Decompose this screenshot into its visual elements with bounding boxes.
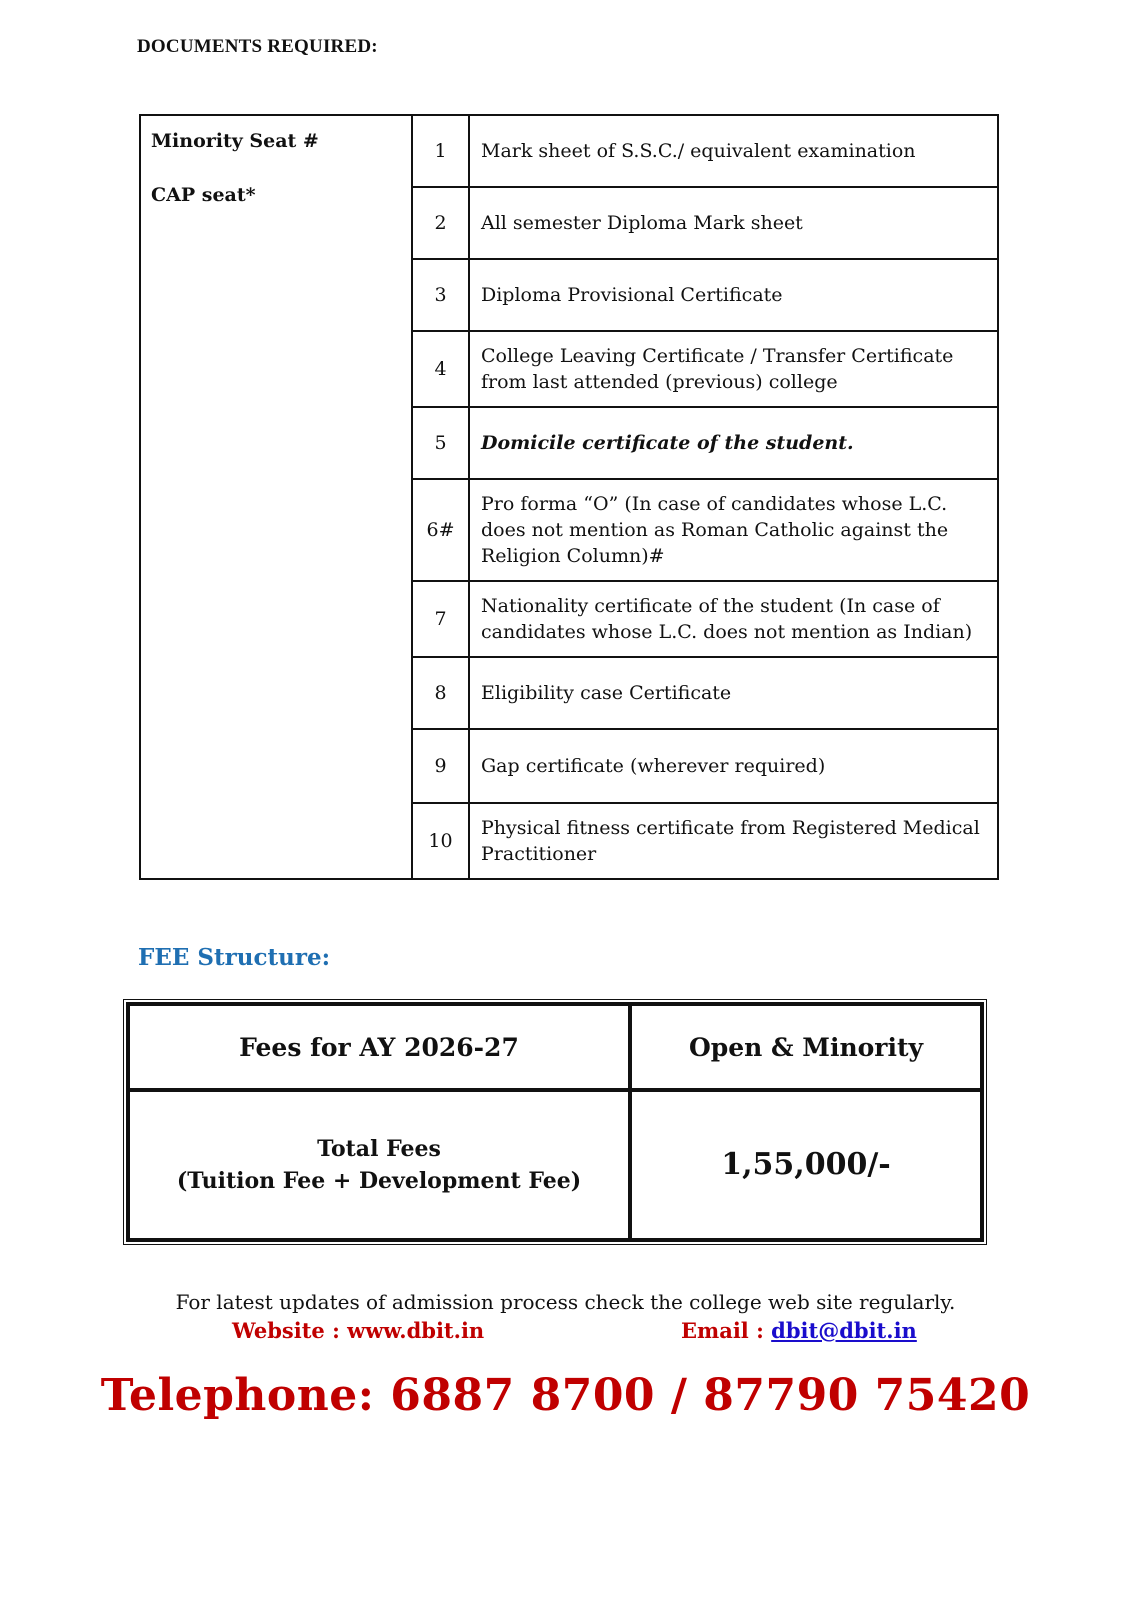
cap-seat-label: CAP seat* bbox=[151, 184, 256, 206]
item-text: Pro forma “O” (In case of candidates whose L.C. does not mention as Roman Catholic against the Religion Column)# bbox=[469, 479, 998, 581]
documents-heading: DOCUMENTS REQUIRED: bbox=[137, 36, 378, 57]
item-text: Physical fitness certificate from Registered Medical Practitioner bbox=[469, 803, 998, 879]
item-text: Eligibility case Certificate bbox=[469, 657, 998, 729]
updates-note: For latest updates of admission process check the college web site regularly. bbox=[175, 1290, 956, 1314]
item-text: All semester Diploma Mark sheet bbox=[469, 187, 998, 259]
item-number: 6# bbox=[412, 479, 469, 581]
table-row bbox=[128, 1004, 982, 1090]
item-number: 10 bbox=[412, 803, 469, 879]
category-header: Open & Minority bbox=[630, 1004, 982, 1090]
total-fees-label bbox=[128, 1090, 630, 1240]
item-number: 1 bbox=[412, 115, 469, 187]
item-number: 5 bbox=[412, 407, 469, 479]
website-label: Website : www.dbit.in bbox=[232, 1318, 485, 1343]
item-number: 2 bbox=[412, 187, 469, 259]
minority-seat-label: Minority Seat # bbox=[151, 130, 319, 152]
item-number: 9 bbox=[412, 729, 469, 803]
table-row bbox=[140, 115, 998, 187]
item-text: Nationality certificate of the student (In case of candidates whose L.C. does not mention as Indian) bbox=[469, 581, 998, 657]
table-row bbox=[128, 1090, 982, 1240]
item-number: 7 bbox=[412, 581, 469, 657]
fee-table bbox=[126, 1002, 984, 1242]
item-text: Diploma Provisional Certificate bbox=[469, 259, 998, 331]
item-text: Mark sheet of S.S.C./ equivalent examination bbox=[469, 115, 998, 187]
item-text: College Leaving Certificate / Transfer Certificate from last attended (previous) college bbox=[469, 331, 998, 407]
item-text: Gap certificate (wherever required) bbox=[469, 729, 998, 803]
seat-type-cell bbox=[140, 115, 412, 879]
total-fees-breakdown: (Tuition Fee + Development Fee) bbox=[176, 1168, 582, 1194]
total-fees-title: Total Fees bbox=[317, 1136, 441, 1162]
item-text: Domicile certificate of the student. bbox=[469, 407, 998, 479]
email-block bbox=[681, 1318, 917, 1343]
item-number: 3 bbox=[412, 259, 469, 331]
email-link[interactable]: dbit@dbit.in bbox=[771, 1318, 917, 1343]
telephone-line: Telephone: 6887 8700 / 87790 75420 bbox=[100, 1370, 1031, 1421]
fee-amount: 1,55,000/- bbox=[630, 1090, 982, 1240]
item-number: 4 bbox=[412, 331, 469, 407]
item-number: 8 bbox=[412, 657, 469, 729]
documents-table bbox=[139, 114, 999, 880]
email-label: Email : bbox=[681, 1318, 772, 1343]
fee-structure-heading: FEE Structure: bbox=[138, 944, 331, 971]
fee-year-header: Fees for AY 2026-27 bbox=[128, 1004, 630, 1090]
